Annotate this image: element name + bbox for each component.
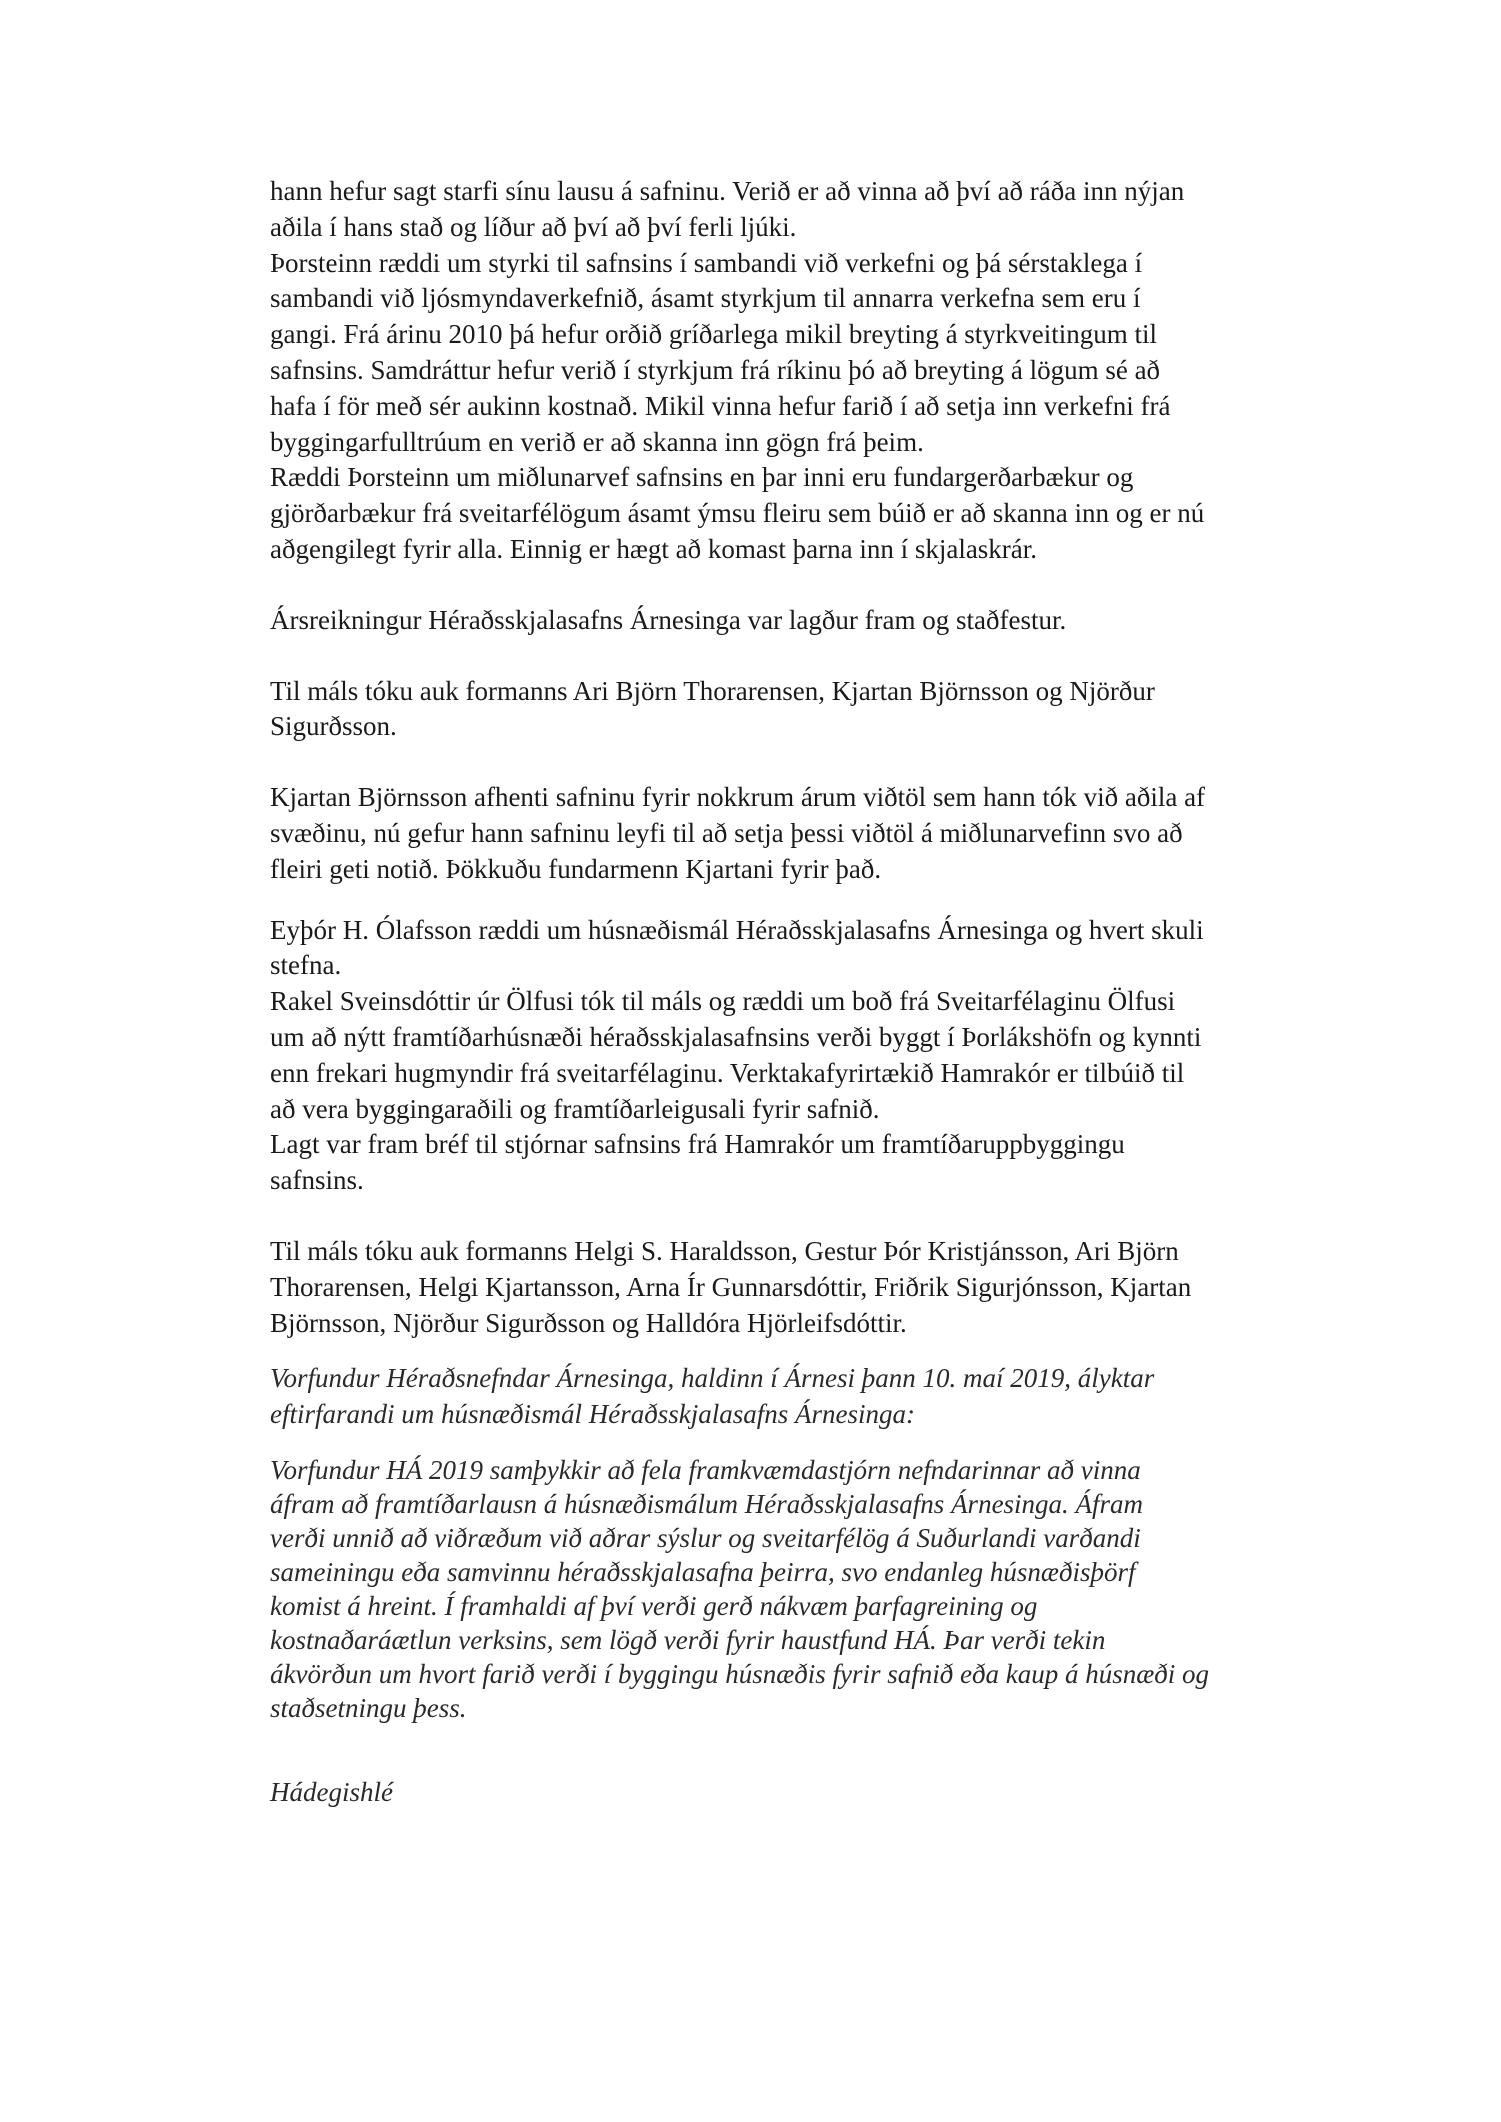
resolution-intro: Vorfundur Héraðsnefndar Árnesinga, haldinn í Árnesi þann 10. maí 2019, ályktar eftirfarandi um húsnæðismál Héraðsskjalasafns Árnesinga: (270, 1363, 1155, 1430)
paragraph-annual-accounts: Ársreikningur Héraðsskjalasafns Árnesinga var lagður fram og staðfestur. (270, 604, 1067, 635)
paragraph-staff-and-grants: hann hefur sagt starfi sínu lausu á safninu. Verið er að vinna að því að ráða inn nýjan aðila í hans stað og líður að því að því ferli ljúki. Þorsteinn ræddi um styrki til safnsins í sambandi við verkefni og þá sérstaklega í sambandi við ljósmyndaverkefnið, ásamt styrkjum til annarra verkefna sem eru í gangi. Frá árinu 2010 þá hefur orðið gríðarlega mikil breyting á styrkveitingum til safnsins. Samdráttur hefur verið í styrkjum frá ríkinu þó að breyting á lögum sé að hafa í för með sér aukinn kostnað. Mikil vinna hefur farið í að setja inn verkefni frá byggingarfulltrúum en verið er að skanna inn gögn frá þeim. Ræddi Þorsteinn um miðlunarvef safnsins en þar inni eru fundargerðarbækur og gjörðarbækur frá sveitarfélögum ásamt ýmsu fleiru sem búið er að skanna inn og er nú aðgengilegt fyrir alla. Einnig er hægt að komast þarna inn í skjalaskrár. (270, 176, 1205, 564)
paragraph-housing-matters: Eyþór H. Ólafsson ræddi um húsnæðismál Héraðsskjalasafns Árnesinga og hvert skuli stefna. Rakel Sveinsdóttir úr Ölfusi tók til máls og ræddi um boð frá Sveitarfélaginu Ölfusi um að nýtt framtíðarhúsnæði héraðsskjalasafnsins verði byggt í Þorlákshöfn og kynnti enn frekari hugmyndir frá sveitarfélaginu. Verktakafyrirtækið Hamrakór er tilbúið til að vera byggingaraðili og framtíðarleigusali fyrir safnið. Lagt var fram bréf til stjórnar safnsins frá Hamrakór um framtíðaruppbyggingu safnsins. (270, 914, 1204, 1196)
paragraph-interviews: Kjartan Björnsson afhenti safninu fyrir nokkrum árum viðtöl sem hann tók við aðila af svæðinu, nú gefur hann safninu leyfi til að setja þessi viðtöl á miðlunarvefinn svo að fleiri geti notið. Þökkuðu fundarmenn Kjartani fyrir það. (270, 782, 1206, 884)
paragraph-speakers-1: Til máls tóku auk formanns Ari Björn Thorarensen, Kjartan Björnsson og Njörður Sigurðsson. (270, 675, 1155, 742)
paragraph-speakers-2: Til máls tóku auk formanns Helgi S. Haraldsson, Gestur Þór Kristjánsson, Ari Björn Thorarensen, Helgi Kjartansson, Arna Ír Gunnarsdóttir, Friðrik Sigurjónsson, Kjartan Björnsson, Njörður Sigurðsson og Halldóra Hjörleifsdóttir. (270, 1235, 1192, 1338)
document-body (270, 174, 1350, 1811)
resolution-text: Vorfundur HÁ 2019 samþykkir að fela framkvæmdastjórn nefndarinnar að vinna áfram að framtíðarlausn á húsnæðismálum Héraðsskjalasafns Árnesinga. Áfram verði unnið að viðræðum við aðrar sýslur og sveitarfélög á Suðurlandi varðandi sameiningu eða samvinnu héraðsskjalasafna þeirra, svo endanleg húsnæðisþörf komist á hreint. Í framhaldi af því verði gerð nákvæm þarfagreining og kostnaðaráætlun verksins, sem lögð verði fyrir haustfund HÁ. Þar verði tekin ákvörðun um hvort farið verði í byggingu húsnæðis fyrir safnið eða kaup á húsnæði og staðsetningu þess. (270, 1454, 1209, 1723)
lunch-break-note: Hádegishlé (270, 1776, 393, 1807)
